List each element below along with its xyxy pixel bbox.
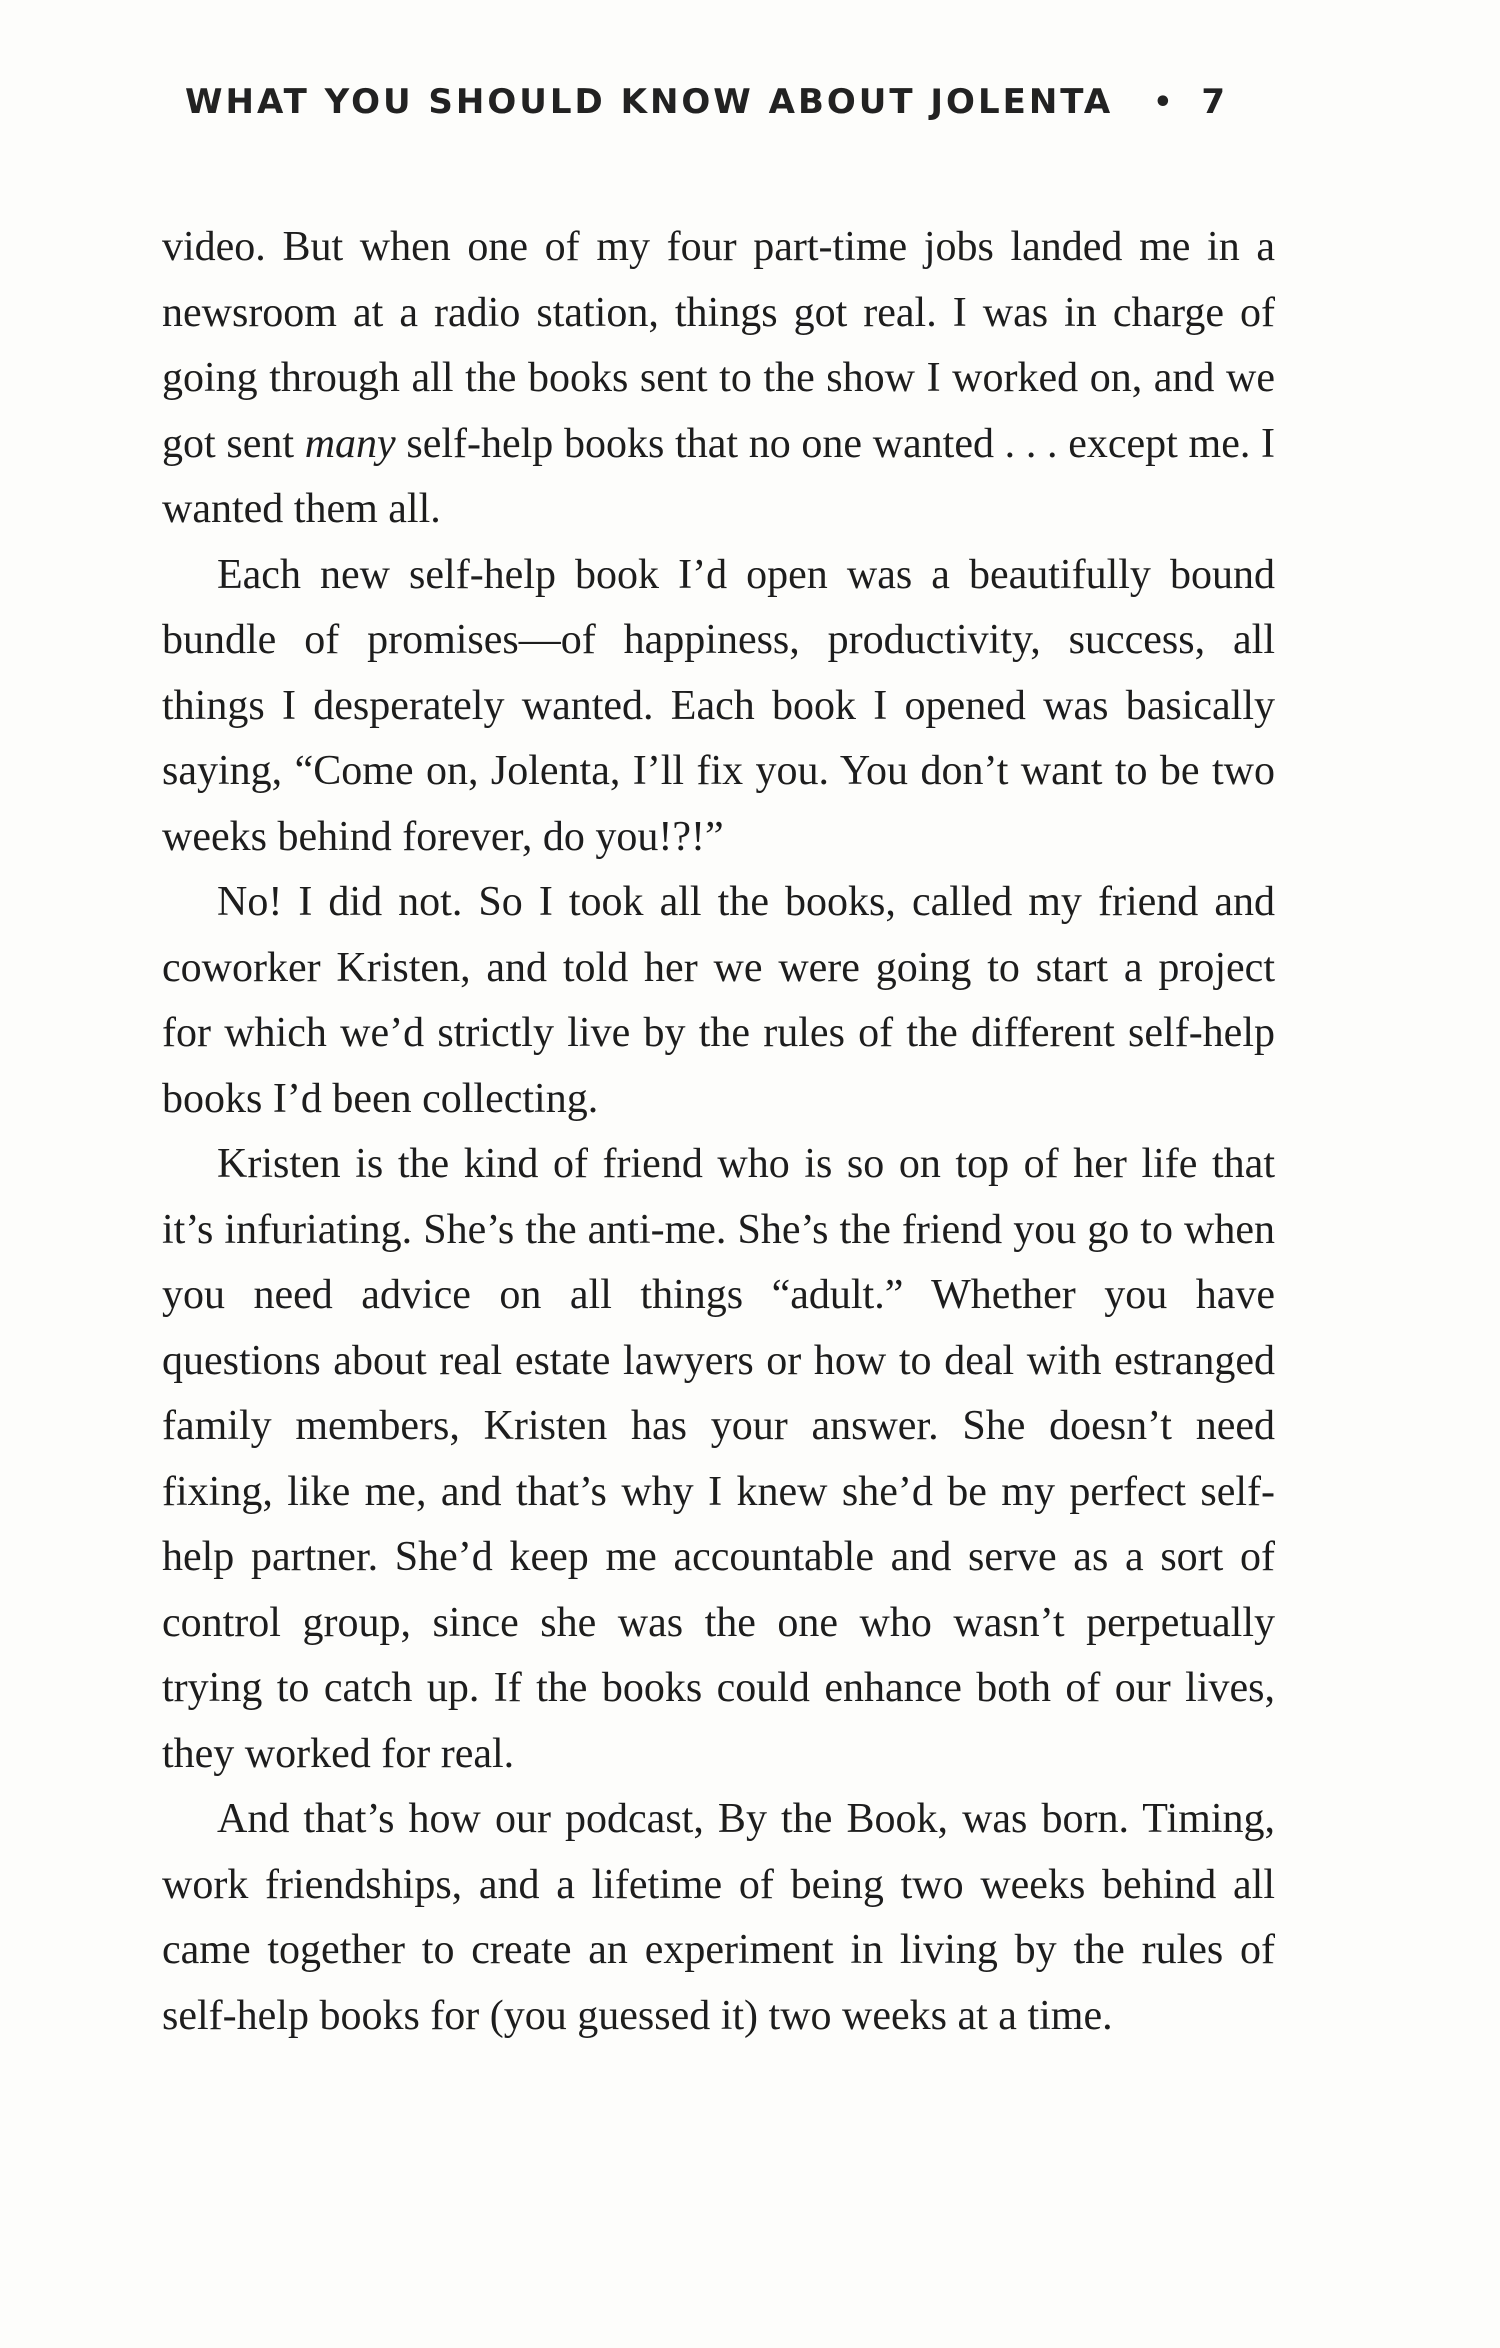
- emphasis-many: many: [304, 420, 396, 467]
- paragraph-1-text-start: video. But when one of my four part-time jobs landed me in a newsroom at a radio station, things got real. I was in charge of going through all the books sent to the show I worked on, and we got sent: [162, 224, 1275, 467]
- paragraph-1-text-end: self-help books that no one wanted . . . except me. I wanted them all.: [162, 420, 1276, 532]
- paragraph-5: And that’s how our podcast, By the Book, was born. Timing, work friendships, and a lifetime of being two weeks behind all came together to create an experiment in living by the rules of self-help books for (you guessed it) two weeks at a time.: [162, 1796, 1275, 2039]
- chapter-title: WHAT YOU SHOULD KNOW ABOUT JOLENTA: [185, 82, 1114, 122]
- running-head: [185, 72, 1265, 132]
- paragraph-2: Each new self-help book I’d open was a beautifully bound bundle of promises—of happiness, productivity, success, all things I desperately wanted. Each book I opened was basically saying, “Come on, Jolenta, I’ll fix you. You don’t want to be two weeks behind forever, do you!?!”: [162, 551, 1275, 860]
- body-text: [162, 215, 1275, 2049]
- page-number: 7: [1201, 82, 1229, 122]
- paragraph-3: No! I did not. So I took all the books, called my friend and coworker Kristen, and told her we were going to start a project for which we’d strictly live by the rules of the different self-help books I’d been collecting.: [162, 879, 1275, 1122]
- header-separator: •: [1153, 84, 1176, 120]
- paragraph-4: Kristen is the kind of friend who is so on top of her life that it’s infuriating. She’s the anti-me. She’s the friend you go to when you need advice on all things “adult.” Whether you have questions about real estate lawyers or how to deal with estranged family members, Kristen has your answer. She doesn’t need fixing, like me, and that’s why I knew she’d be my perfect self-help partner. She’d keep me accountable and serve as a sort of control group, since she was the one who wasn’t perpetually trying to catch up. If the books could enhance both of our lives, they worked for real.: [162, 1141, 1275, 1777]
- paragraph-1: [162, 215, 1275, 543]
